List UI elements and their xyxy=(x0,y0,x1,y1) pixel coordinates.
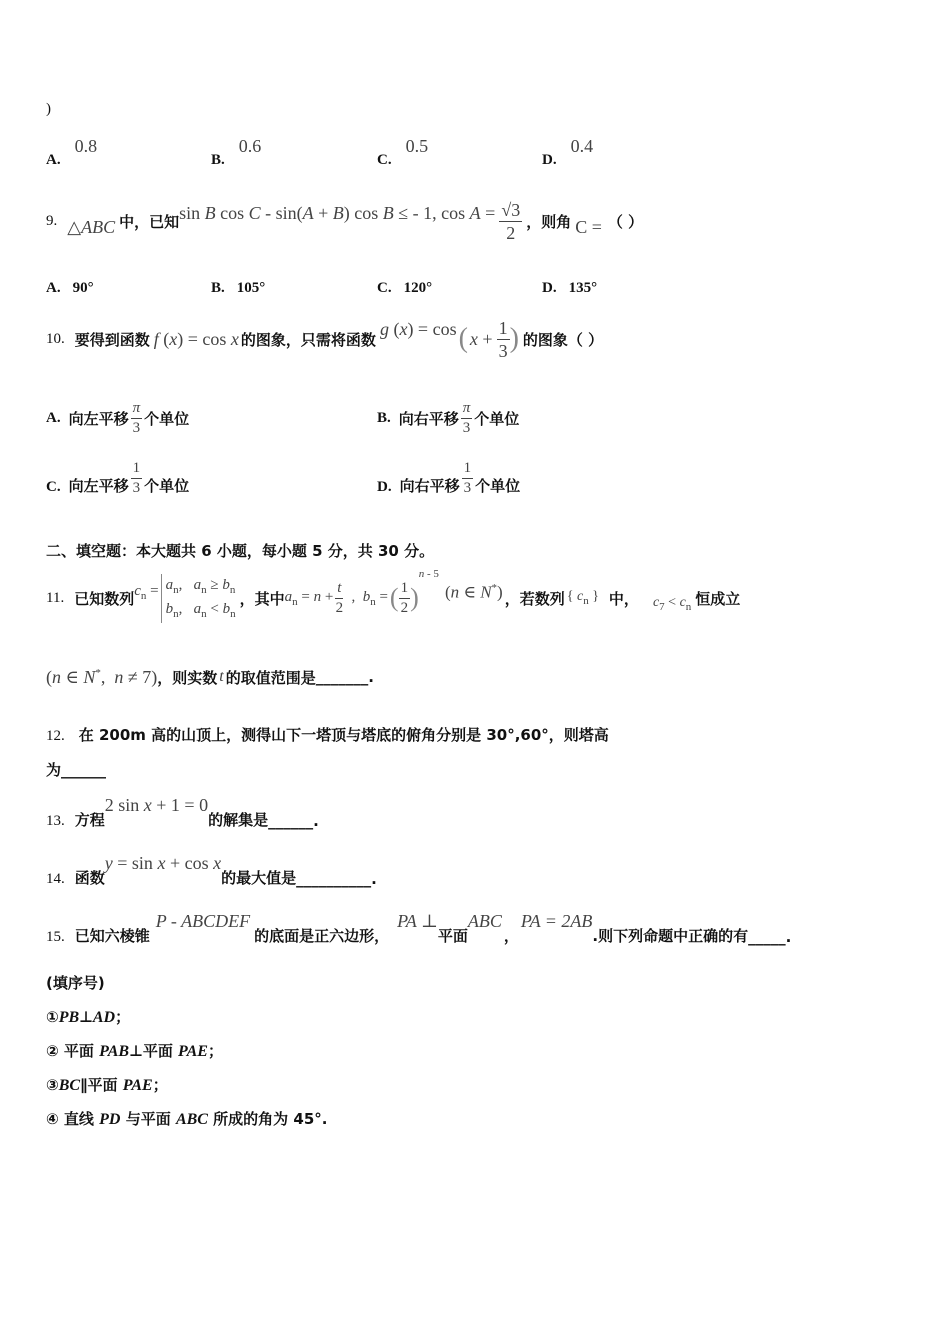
q11-text-6: ，则实数 xyxy=(157,668,218,687)
option-value: 135° xyxy=(568,280,598,296)
right-paren: ) xyxy=(509,323,519,354)
question-number: 9. xyxy=(46,212,58,229)
statement-mark: ③ xyxy=(46,1076,59,1094)
q14-equation: y = sin x + cos x xyxy=(104,853,222,873)
statement-b: PAE xyxy=(122,1077,153,1094)
x-plus: x + xyxy=(469,328,493,349)
q11-text-5: 恒成立 xyxy=(695,589,741,608)
option-suffix: 个单位 xyxy=(144,477,190,495)
statement-end: ； xyxy=(115,1008,131,1026)
answer-blank: ______ xyxy=(61,761,107,779)
option-prefix: 向左平移 xyxy=(68,409,129,428)
question-number: 12. xyxy=(46,728,65,744)
period: . xyxy=(371,870,377,888)
answer-blank: ______ xyxy=(268,812,314,830)
plane-abc: ABC xyxy=(467,911,502,931)
question-9 xyxy=(46,196,643,246)
answer-blank: _____ xyxy=(748,928,786,946)
question-13 xyxy=(46,790,319,830)
left-paren: ( xyxy=(389,583,399,612)
q8-option-b xyxy=(211,136,262,168)
right-paren: ) xyxy=(410,583,419,612)
triangle-abc: △ABC xyxy=(67,216,116,237)
q14-text-1: 函数 xyxy=(74,869,105,887)
question-10 xyxy=(46,314,603,364)
q15-statement-4 xyxy=(46,1108,327,1129)
question-11 xyxy=(46,566,740,630)
option-value: 120° xyxy=(403,280,433,296)
statement-a: PD xyxy=(99,1111,121,1128)
cn-def: $c_n$ = xyxy=(134,582,159,602)
q9-text-2: ，则角 xyxy=(526,212,572,231)
q15-text-3: 平面 xyxy=(437,927,468,945)
statement-end: ； xyxy=(207,1042,223,1060)
q10-option-a xyxy=(46,398,189,438)
pi-over-3-fraction: $\frac{\pi}{3}$ xyxy=(462,399,471,436)
option-letter: A. xyxy=(46,152,61,168)
one-third-fraction: $\frac{1}{3}$ xyxy=(498,317,508,361)
q8-option-c xyxy=(377,136,429,168)
statement-b: PAE xyxy=(178,1043,208,1060)
statement-op: ∥ xyxy=(80,1076,88,1094)
option-letter: A. xyxy=(46,409,61,426)
option-value: 0.8 xyxy=(74,136,98,156)
q10-option-b xyxy=(377,398,519,438)
statement-mark: ④ xyxy=(46,1110,59,1128)
q10-text-2: 的图象，只需将函数 xyxy=(240,330,376,349)
question-11-line-2 xyxy=(46,660,374,694)
option-letter: B. xyxy=(377,409,391,426)
an-formula: $a_n = n$ + xyxy=(284,588,334,608)
period: . xyxy=(313,812,319,830)
q15-text-4: .则下列命题中正确的有 xyxy=(592,927,749,945)
pi-over-3-fraction: $\frac{\pi}{3}$ xyxy=(132,399,141,436)
answer-blank: __________ xyxy=(296,870,372,888)
statement-op: ⊥ xyxy=(129,1042,143,1060)
q9-condition: sin B cos C - sin(A + B) cos B ≤ - 1, cos A = xyxy=(179,202,496,223)
q10-g: g (x) = cos xyxy=(379,318,457,339)
option-letter: C. xyxy=(377,152,392,168)
var-t: t xyxy=(219,668,224,685)
q15-statement-2 xyxy=(46,1040,223,1061)
q10-f: f (x) = cos x xyxy=(153,328,239,349)
question-15 xyxy=(46,906,791,946)
option-prefix: 向左平移 xyxy=(68,477,129,495)
q15-hint: (填序号) xyxy=(46,974,105,992)
question-number: 14. xyxy=(46,871,65,887)
n-domain: (n ∈ N*) xyxy=(444,581,503,602)
bn-formula: , $b_n$ = xyxy=(351,588,388,608)
q13-text-2: 的解集是 xyxy=(208,811,269,829)
q11-text-7: 的取值范围是 xyxy=(225,668,316,687)
question-12-line-2 xyxy=(46,759,106,780)
q11-text-2: ，其中 xyxy=(239,589,285,608)
q9-option-c xyxy=(377,279,432,297)
q15-text-1: 已知六棱锥 xyxy=(74,927,150,945)
section-heading: 二、填空题：本大题共 6 小题，每小题 5 分，共 30 分。 xyxy=(46,542,435,560)
option-value: 0.6 xyxy=(238,136,262,156)
q12-text-2: 为 xyxy=(46,761,62,779)
option-letter: D. xyxy=(542,280,557,296)
statement-mid: 与平面 xyxy=(120,1110,176,1128)
option-prefix: 向右平移 xyxy=(398,409,459,428)
q15-statement-3 xyxy=(46,1074,168,1095)
statement-mid: 平面 xyxy=(142,1042,179,1060)
q12-text: 在 200m 高的山顶上，测得山下一塔顶与塔底的俯角分别是 30°,60°，则塔高 xyxy=(78,726,609,744)
t-over-2-fraction: $\frac{t}{2}$ xyxy=(335,579,344,616)
comma: ， xyxy=(503,927,519,945)
q8-option-d xyxy=(542,136,594,168)
q9-target: C = xyxy=(575,216,602,237)
option-suffix: 个单位 xyxy=(144,409,190,428)
statement-mark: ② xyxy=(46,1042,59,1060)
cn-seq: { $c_n$ } xyxy=(566,589,599,607)
answer-blank: _______ xyxy=(315,668,369,686)
q13-text-1: 方程 xyxy=(74,811,105,829)
question-number: 10. xyxy=(46,330,65,347)
option-value: 0.5 xyxy=(405,136,429,156)
option-prefix: 向右平移 xyxy=(399,477,460,495)
period: . xyxy=(368,668,374,686)
option-suffix: 个单位 xyxy=(475,477,521,495)
q10-text-3: 的图象（ ） xyxy=(522,330,604,349)
q9-text-1: 中，已知 xyxy=(119,212,180,231)
sqrt3-over-2-fraction: $\frac{√3}{2}$ xyxy=(501,199,521,243)
option-letter: C. xyxy=(46,479,61,495)
option-letter: B. xyxy=(211,280,225,296)
question-number: 13. xyxy=(46,813,65,829)
piecewise-definition: $a_n$, $a_n \ge b_n$ $b_n$, $a_n < b_n$ xyxy=(161,574,236,623)
option-letter: D. xyxy=(542,152,557,168)
statement-a: PB xyxy=(58,1009,80,1026)
one-third-fraction: $\frac{1}{3}$ xyxy=(132,460,141,496)
statement-b: ABC xyxy=(175,1111,208,1128)
pa-eq-2ab: PA = 2AB xyxy=(520,911,593,931)
exponent: n - 5 xyxy=(418,568,439,580)
question-number: 15. xyxy=(46,929,65,945)
option-suffix: 个单位 xyxy=(474,409,520,428)
one-third-fraction: $\frac{1}{3}$ xyxy=(463,460,472,496)
q9-option-b xyxy=(211,279,265,297)
top-paren: ) xyxy=(46,101,51,117)
option-letter: A. xyxy=(46,280,61,296)
q8-option-a xyxy=(46,136,98,168)
c7-less-cn: $c_7 < c_n$ xyxy=(652,595,692,613)
question-14 xyxy=(46,848,377,888)
q11-text-4: 中， xyxy=(608,589,639,608)
question-number: 11. xyxy=(46,589,65,606)
statement-pre: 平面 xyxy=(58,1042,100,1060)
statement-end: ； xyxy=(152,1076,168,1094)
n-condition: (n ∈ N*, n ≠ 7) xyxy=(46,666,158,687)
option-value: 105° xyxy=(236,280,266,296)
q10-option-d xyxy=(377,456,520,496)
statement-mark: ① xyxy=(46,1008,59,1026)
option-letter: C. xyxy=(377,280,392,296)
pyramid-name: P - ABCDEF xyxy=(155,911,251,931)
statement-pre: 直线 xyxy=(58,1110,100,1128)
q10-text-1: 要得到函数 xyxy=(74,330,150,349)
answer-paren: （ ） xyxy=(607,212,644,231)
q11-text-3: ，若数列 xyxy=(504,589,565,608)
question-12 xyxy=(46,724,609,745)
q13-equation: 2 sin x + 1 = 0 xyxy=(104,795,209,815)
statement-a: BC xyxy=(58,1077,81,1094)
statement-mid: 平面 xyxy=(87,1076,123,1094)
left-paren: ( xyxy=(458,323,468,354)
q10-option-c xyxy=(46,456,189,496)
q9-option-d xyxy=(542,279,597,297)
q14-text-2: 的最大值是 xyxy=(221,869,297,887)
half-fraction: $\frac{1}{2}$ xyxy=(400,579,409,616)
q9-option-a xyxy=(46,279,94,297)
option-letter: B. xyxy=(211,152,225,168)
pa-perp: PA ⊥ xyxy=(397,911,438,931)
q11-text-1: 已知数列 xyxy=(74,589,135,608)
statement-op: ⊥ xyxy=(79,1008,93,1026)
statement-b: AD xyxy=(92,1009,116,1026)
q15-text-2: 的底面是正六边形， xyxy=(254,927,390,945)
statement-post: 所成的角为 45°. xyxy=(207,1110,328,1128)
option-letter: D. xyxy=(377,479,392,495)
statement-a: PAB xyxy=(99,1043,130,1060)
option-value: 0.4 xyxy=(570,136,594,156)
period: . xyxy=(785,928,792,946)
option-value: 90° xyxy=(72,280,94,296)
q15-statement-1 xyxy=(46,1006,130,1027)
